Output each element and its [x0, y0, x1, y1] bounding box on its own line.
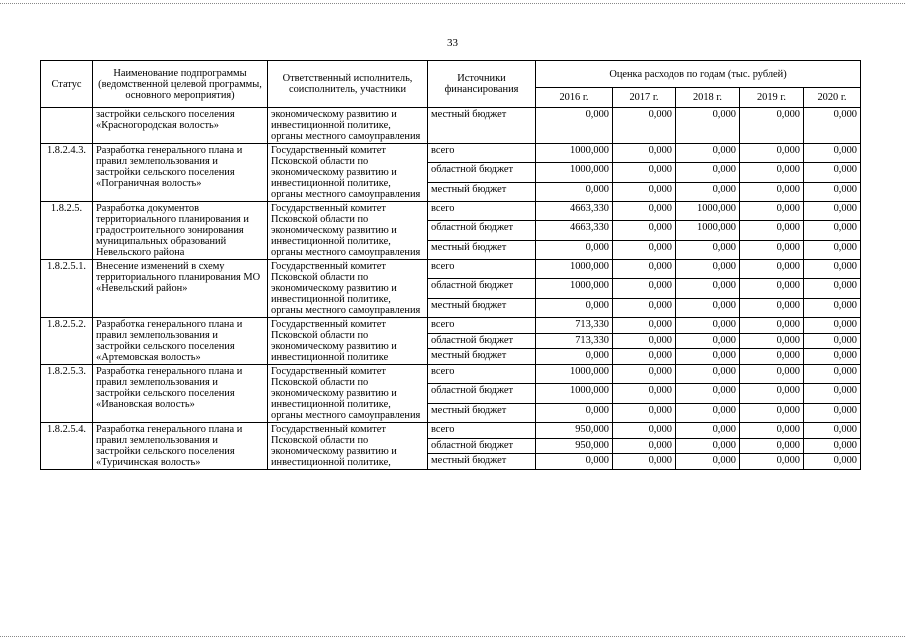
row-responsible: Государственный комитет Псковской области по экономическому развитию и инвестиционной политике, органы местного самоуправления — [268, 144, 428, 202]
row-value-2017: 0,000 — [613, 365, 676, 384]
col-estimate-header: Оценка расходов по годам (тыс. рублей) — [536, 61, 861, 88]
row-value-2020: 0,000 — [804, 279, 861, 298]
row-value-2019: 0,000 — [740, 318, 804, 334]
row-value-2017: 0,000 — [613, 403, 676, 422]
row-value-2016: 0,000 — [536, 454, 613, 470]
row-value-2017: 0,000 — [613, 349, 676, 365]
row-value-2016: 4663,330 — [536, 202, 613, 221]
row-name: Разработка генерального плана и правил землепользования и застройки сельского поселения «Ивановская волость» — [93, 365, 268, 423]
row-value-2017: 0,000 — [613, 144, 676, 163]
table-row — [41, 365, 861, 384]
row-value-2018: 0,000 — [676, 240, 740, 259]
row-source: всего — [428, 260, 536, 279]
row-source: местный бюджет — [428, 349, 536, 365]
row-responsible: экономическому развитию и инвестиционной политике, органы местного самоуправления — [268, 108, 428, 144]
row-responsible: Государственный комитет Псковской области по экономическому развитию и инвестиционной политике, органы местного самоуправления — [268, 260, 428, 318]
row-value-2016: 4663,330 — [536, 221, 613, 240]
row-value-2019: 0,000 — [740, 144, 804, 163]
row-value-2018: 0,000 — [676, 403, 740, 422]
row-value-2020: 0,000 — [804, 260, 861, 279]
row-value-2019: 0,000 — [740, 365, 804, 384]
row-value-2019: 0,000 — [740, 260, 804, 279]
col-name-header: Наименование подпрограммы (ведомственной целевой программы, основного мероприятия) — [93, 61, 268, 108]
row-responsible: Государственный комитет Псковской области по экономическому развитию и инвестиционной политике, — [268, 423, 428, 470]
row-name: застройки сельского поселения «Красногородская волость» — [93, 108, 268, 144]
row-value-2019: 0,000 — [740, 279, 804, 298]
row-name: Разработка документов территориального планирования и градостроительного зонирования муниципальных образований Невельского района — [93, 202, 268, 260]
row-name: Разработка генерального плана и правил землепользования и застройки сельского поселения «Артемовская волость» — [93, 318, 268, 365]
row-name: Разработка генерального плана и правил землепользования и застройки сельского поселения «Туричинская волость» — [93, 423, 268, 470]
row-value-2020: 0,000 — [804, 384, 861, 403]
page-number: 33 — [447, 37, 458, 49]
row-value-2016: 950,000 — [536, 438, 613, 454]
row-value-2020: 0,000 — [804, 423, 861, 439]
row-value-2016: 0,000 — [536, 298, 613, 317]
table-row — [41, 423, 861, 439]
row-value-2016: 0,000 — [536, 108, 613, 144]
row-value-2018: 0,000 — [676, 260, 740, 279]
row-value-2016: 1000,000 — [536, 279, 613, 298]
row-value-2019: 0,000 — [740, 403, 804, 422]
table-row — [41, 318, 861, 334]
row-value-2017: 0,000 — [613, 260, 676, 279]
row-value-2017: 0,000 — [613, 423, 676, 439]
row-source: всего — [428, 365, 536, 384]
col-status-header: Статус — [41, 61, 93, 108]
year-2016-header: 2016 г. — [536, 88, 613, 108]
row-value-2018: 0,000 — [676, 365, 740, 384]
header-row — [41, 61, 861, 88]
row-source: областной бюджет — [428, 438, 536, 454]
row-value-2018: 0,000 — [676, 163, 740, 182]
row-source: местный бюджет — [428, 108, 536, 144]
row-value-2016: 1000,000 — [536, 365, 613, 384]
row-value-2020: 0,000 — [804, 163, 861, 182]
row-value-2017: 0,000 — [613, 454, 676, 470]
row-value-2019: 0,000 — [740, 349, 804, 365]
row-value-2017: 0,000 — [613, 182, 676, 201]
row-value-2020: 0,000 — [804, 108, 861, 144]
row-source: всего — [428, 144, 536, 163]
row-value-2018: 0,000 — [676, 298, 740, 317]
row-status: 1.8.2.5.4. — [41, 423, 93, 470]
row-value-2018: 0,000 — [676, 384, 740, 403]
row-value-2018: 0,000 — [676, 182, 740, 201]
row-value-2020: 0,000 — [804, 438, 861, 454]
row-responsible: Государственный комитет Псковской области по экономическому развитию и инвестиционной политике, органы местного самоуправления — [268, 365, 428, 423]
row-value-2020: 0,000 — [804, 202, 861, 221]
row-value-2016: 1000,000 — [536, 384, 613, 403]
row-value-2019: 0,000 — [740, 438, 804, 454]
row-value-2020: 0,000 — [804, 298, 861, 317]
row-value-2016: 0,000 — [536, 349, 613, 365]
row-value-2019: 0,000 — [740, 423, 804, 439]
row-responsible: Государственный комитет Псковской области по экономическому развитию и инвестиционной политике — [268, 318, 428, 365]
row-value-2018: 0,000 — [676, 279, 740, 298]
row-value-2020: 0,000 — [804, 318, 861, 334]
row-value-2016: 1000,000 — [536, 260, 613, 279]
row-value-2017: 0,000 — [613, 318, 676, 334]
row-value-2019: 0,000 — [740, 202, 804, 221]
row-source: всего — [428, 318, 536, 334]
row-source: областной бюджет — [428, 333, 536, 349]
row-status: 1.8.2.4.3. — [41, 144, 93, 202]
row-source: местный бюджет — [428, 403, 536, 422]
row-status: 1.8.2.5.2. — [41, 318, 93, 365]
year-2019-header: 2019 г. — [740, 88, 804, 108]
row-value-2018: 1000,000 — [676, 202, 740, 221]
row-value-2019: 0,000 — [740, 333, 804, 349]
row-source: местный бюджет — [428, 454, 536, 470]
row-status: 1.8.2.5.3. — [41, 365, 93, 423]
col-sources-header: Источники финансирования — [428, 61, 536, 108]
row-value-2020: 0,000 — [804, 144, 861, 163]
row-name: Разработка генерального плана и правил землепользования и застройки сельского поселения «Пограничная волость» — [93, 144, 268, 202]
row-status: 1.8.2.5.1. — [41, 260, 93, 318]
row-value-2018: 0,000 — [676, 438, 740, 454]
row-source: областной бюджет — [428, 279, 536, 298]
row-value-2020: 0,000 — [804, 349, 861, 365]
row-value-2016: 713,330 — [536, 333, 613, 349]
row-value-2019: 0,000 — [740, 240, 804, 259]
row-value-2017: 0,000 — [613, 240, 676, 259]
row-value-2020: 0,000 — [804, 240, 861, 259]
row-value-2020: 0,000 — [804, 221, 861, 240]
row-value-2017: 0,000 — [613, 438, 676, 454]
row-value-2020: 0,000 — [804, 365, 861, 384]
row-value-2016: 950,000 — [536, 423, 613, 439]
row-value-2018: 1000,000 — [676, 221, 740, 240]
scan-edge-bottom — [0, 636, 905, 638]
row-value-2017: 0,000 — [613, 298, 676, 317]
row-value-2016: 0,000 — [536, 403, 613, 422]
row-value-2016: 0,000 — [536, 182, 613, 201]
row-value-2018: 0,000 — [676, 108, 740, 144]
row-value-2019: 0,000 — [740, 454, 804, 470]
row-value-2017: 0,000 — [613, 163, 676, 182]
row-value-2017: 0,000 — [613, 108, 676, 144]
row-value-2018: 0,000 — [676, 318, 740, 334]
col-responsible-header: Ответственный исполнитель, соисполнитель, участники — [268, 61, 428, 108]
row-status — [41, 108, 93, 144]
row-source: всего — [428, 423, 536, 439]
row-value-2016: 713,330 — [536, 318, 613, 334]
row-value-2019: 0,000 — [740, 221, 804, 240]
year-2020-header: 2020 г. — [804, 88, 861, 108]
row-source: всего — [428, 202, 536, 221]
expenses-table — [40, 60, 861, 470]
row-value-2018: 0,000 — [676, 144, 740, 163]
row-source: областной бюджет — [428, 221, 536, 240]
row-value-2018: 0,000 — [676, 333, 740, 349]
row-responsible: Государственный комитет Псковской области по экономическому развитию и инвестиционной политике, органы местного самоуправления — [268, 202, 428, 260]
table-row — [41, 144, 861, 163]
row-source: местный бюджет — [428, 240, 536, 259]
row-value-2016: 1000,000 — [536, 163, 613, 182]
row-value-2020: 0,000 — [804, 182, 861, 201]
table-row — [41, 202, 861, 221]
row-name: Внесение изменений в схему территориального планирования МО «Невельский район» — [93, 260, 268, 318]
row-source: областной бюджет — [428, 384, 536, 403]
table-row — [41, 108, 861, 144]
row-status: 1.8.2.5. — [41, 202, 93, 260]
year-2018-header: 2018 г. — [676, 88, 740, 108]
row-value-2018: 0,000 — [676, 349, 740, 365]
row-value-2016: 1000,000 — [536, 144, 613, 163]
row-value-2017: 0,000 — [613, 202, 676, 221]
row-value-2019: 0,000 — [740, 108, 804, 144]
row-value-2020: 0,000 — [804, 454, 861, 470]
row-value-2017: 0,000 — [613, 333, 676, 349]
table-row — [41, 260, 861, 279]
row-source: местный бюджет — [428, 298, 536, 317]
row-value-2017: 0,000 — [613, 279, 676, 298]
row-source: областной бюджет — [428, 163, 536, 182]
row-value-2020: 0,000 — [804, 403, 861, 422]
row-value-2016: 0,000 — [536, 240, 613, 259]
row-value-2018: 0,000 — [676, 423, 740, 439]
row-value-2017: 0,000 — [613, 384, 676, 403]
row-source: местный бюджет — [428, 182, 536, 201]
scan-edge-top — [0, 3, 905, 5]
row-value-2019: 0,000 — [740, 163, 804, 182]
row-value-2019: 0,000 — [740, 298, 804, 317]
row-value-2020: 0,000 — [804, 333, 861, 349]
year-2017-header: 2017 г. — [613, 88, 676, 108]
row-value-2018: 0,000 — [676, 454, 740, 470]
row-value-2019: 0,000 — [740, 182, 804, 201]
row-value-2019: 0,000 — [740, 384, 804, 403]
row-value-2017: 0,000 — [613, 221, 676, 240]
